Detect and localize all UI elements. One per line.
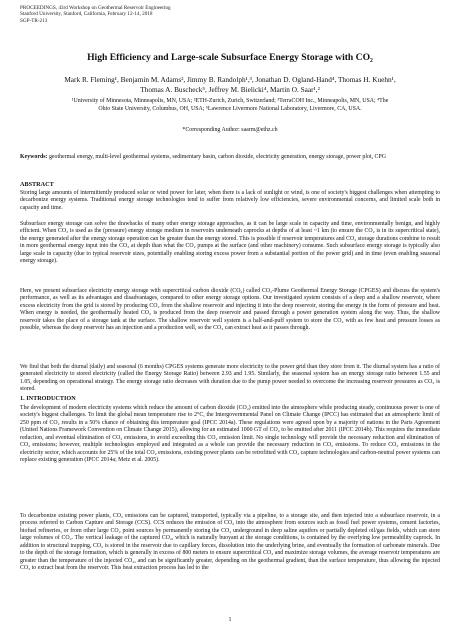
corresponding-author: *Corresponding Author: saarm@ethz.ch [182, 127, 278, 133]
affiliation-line-1: ¹University of Minnesota, Minneapolis, MN, USA; ²ETH-Zurich, Zurich, Switzerland; ³TerraCOH Inc., Minneapolis, MN, USA; ⁴The [71, 98, 389, 104]
keywords-label: Keywords: [20, 154, 48, 160]
abstract-paragraph-1: Storing large amounts of intermittently produced solar or wind power for later, when there is a lack of sunlight or wind, is one of society's biggest challenges when attempting to decarbonize energy systems. Traditional energy storage technologies tend to suffer from relatively low efficiencies, severe environmental concerns, and limited scale both in capacity and time. [20, 190, 440, 211]
abstract-paragraph-2: Subsurface energy storage can solve the drawbacks of many other energy storage approaches, as it can be large scale in capacity and time, environmentally benign, and highly efficient. When CO₂ is used as the (pressure) energy storage medium in reservoirs underneath caprocks at depths of at least ~1 km (to ensure the CO₂ is in its supercritical state), the energy generated after the energy storage operation can be greater than the energy stored. This is possible if reservoir temperatures and CO₂ storage durations combine to result in more geothermal energy input into the CO₂ at depth than what the CO₂ pumps at the surface (and other machinery) consume. Such subsurface energy storage is typically also large scale in capacity (due to typical reservoir sizes, potentially enabling storing excess power from a substantial portion of the power grid) and in time (even enabling seasonal energy storage). [20, 221, 440, 265]
proceedings-header [20, 5, 171, 24]
authors-line-2: Thomas A. Buscheck⁵, Jeffrey M. Bielicki⁴, Martin O. Saar¹,² [140, 84, 320, 94]
authors-line-1: Mark R. Fleming¹, Benjamin M. Adams², Jimmy B. Randolph¹,³, Jonathan D. Ogland-Hand⁴, Thomas H. Kuehn¹, [64, 75, 396, 84]
author-list [24, 75, 436, 94]
page-number: 1 [228, 617, 232, 623]
header-line-1: PROCEEDINGS, 43rd Workshop on Geothermal Reservoir Engineering [20, 5, 171, 11]
keywords-text: geothermal energy, multi-level geothermal systems, sedimentary basin, carbon dioxide, electricity generation, energy storage, power plot, CPG [47, 154, 387, 160]
abstract-paragraph-3: Here, we present subsurface electricity energy storage with supercritical carbon dioxide (CO₂) called CO₂-Plume Geothermal Energy Storage (CPGES) and discuss the system's performance, as well as its advantages and disadvantages, compared to other energy storage options. Our investigated system consists of a deep and a shallow reservoir, where excess electricity from the grid is stored by producing CO₂ from the shallow reservoir and injecting it into the deep reservoir, storing the energy in the form of pressure and heat. When energy is needed, the geothermally heated CO₂ is produced from the deep reservoir and passed through a power generation system along the way. Thus, the shallow reservoir takes the place of a storage tank at the surface. The shallow reservoir well system is a half-and-puff system to store the CO₂ with as few heat and pressure losses as possible, whereas the deep reservoir has an injection and a production well, so the CO₂ can extract heat as it passes through. [20, 288, 440, 332]
affiliation-line-2: Ohio State University, Columbus, OH, USA; ⁵Lawrence Livermore National Laboratory, Livermore, CA, USA. [98, 105, 362, 112]
paper-title: High Efficiency and Large-scale Subsurface Energy Storage with CO₂ [87, 52, 373, 63]
abstract-paragraph-4: We find that both the diurnal (daily) and seasonal (6 months) CPGES systems generate more electricity to the power grid than they store from it. The diurnal system has a ratio of generated electricity to stored electricity (called the Energy Storage Ratio) between 2.93 and 1.95. Similarly, the seasonal system has an energy storage ratio between 1.55 and 1.05, depending on operational strategy. The energy storage ratio decreases with duration due to the pump power needed to overcome the increasing reservoir pressures as CO₂ is stored. [20, 364, 440, 393]
introduction-heading: 1. INTRODUCTION [20, 395, 76, 402]
introduction-paragraph-1: The development of modern electricity systems which reduce the amount of carbon dioxide (CO₂) emitted into the atmosphere while producing steady, continuous power is one of society's biggest challenges. To limit the global mean temperature rise to 2°C, the Intergovernmental Panel on Climate Change (IPCC) has estimated that an atmospheric limit of 250 ppm of CO₂ results in a 50% chance of obtaining this temperature goal (IPCC 2014a). These regulations were agreed upon by a majority of nations in the Paris Agreement (United Nations Framework Convention on Climate Change 2015), allowing for an estimated 1000 GT of CO₂ to be emitted after 2011 (IPCC 2014b). This requires the immediate reduction, and eventual elimination of CO₂ emissions, to avoid exceeding this CO₂ emission limit. No single technology will provide the necessary reduction and elimination of CO₂ emissions; however, multiple technologies employed and integrated as a whole can provide the necessary reduction in CO₂ emissions. To reduce CO₂ emissions in the electricity sector, which accounts for 25% of the total CO₂ emissions, existing power plants can be retrofitted with CO₂ capture technologies and carbon-neutral power systems can replace existing generation (IPCC 2014a; Metz et al. 2005). [20, 405, 440, 464]
abstract-heading: ABSTRACT [20, 181, 54, 188]
introduction-paragraph-2: To decarbonize existing power plants, CO₂ emissions can be captured, transported, typically via a pipeline, to a storage site, and then injected into a subsurface reservoir, in a process referred to Carbon Capture and Storage (CCS). CCS reduces the emission of CO₂ into the atmosphere from sources such as fossil fuel power systems, cement factories, biofuel refineries, or from other large CO₂ point sources by permanently storing the CO₂ underground in deep saline aquifers or partially depleted oil/gas fields, which can store large volumes of CO₂. The vertical leakage of the captured CO₂, which is naturally buoyant at the storage conditions, is contained by the overlying low permeability caprock. In addition to structural trapping, CO₂ is stored in the reservoir due to capillary forces, dissolution into the underlying brine, and eventually the formation of carbonate minerals. Due to the depth of the storage formation, which is generally in excess of 800 meters to ensure supercritical CO₂ and maximize storage volumes, the average reservoir temperatures are greater than the temperature of the injected CO₂, and can be significantly greater, depending on the geothermal gradient, than the surface temperature, thus allowing the injected CO₂ to extract heat from the reservoir. This heat extraction process has led to the [20, 513, 440, 572]
header-line-3: SGP-TR-213 [20, 17, 48, 24]
header-line-2: Stanford University, Stanford, California, February 12-14, 2018 [20, 11, 153, 18]
affiliations [22, 98, 438, 113]
keywords [20, 154, 440, 162]
